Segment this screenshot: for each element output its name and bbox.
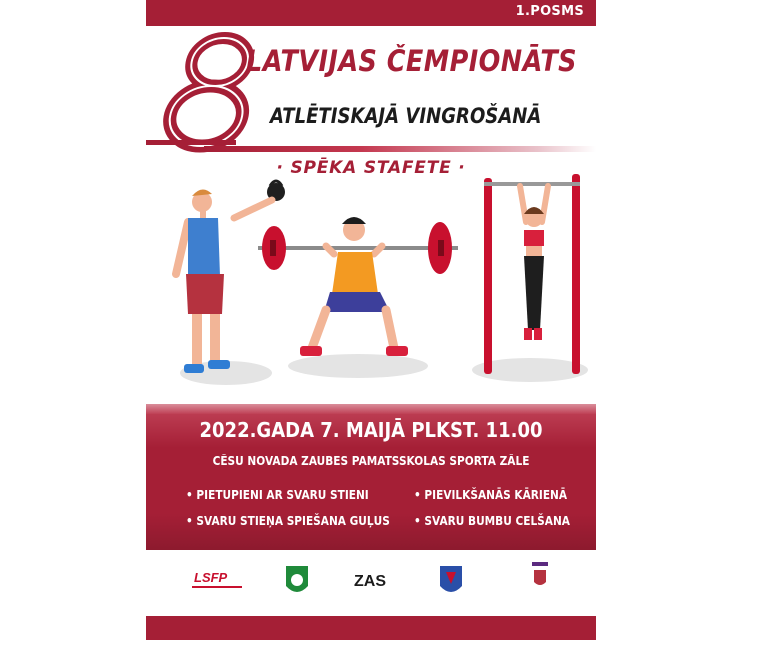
zas-logo xyxy=(354,573,386,590)
discipline-item: • SVARU STIEŅA SPIEŠANA GUĻUS xyxy=(186,514,390,528)
discipline-label: PIEVILKŠANĀS KĀRIENĀ xyxy=(424,488,568,502)
stage-label: 1.POSMS xyxy=(515,4,584,19)
sponsor-logos xyxy=(146,560,596,606)
ministry-logo xyxy=(532,562,548,585)
event-date: 2022.GADA 7. MAIJĀ PLKST. 11.00 xyxy=(199,418,543,442)
bottom-banner xyxy=(146,616,596,640)
lsfp-logo xyxy=(192,570,242,588)
kettlebell-athlete xyxy=(176,181,285,373)
bullet-dot: · xyxy=(276,158,284,178)
subtitle-text: SPĒKA STAFETE xyxy=(290,158,452,178)
discipline-title: ATLĒTISKAJĀ VINGROŠANĀ xyxy=(270,104,542,128)
championship-title: LATVIJAS ČEMPIONĀTS xyxy=(246,44,578,78)
event-poster xyxy=(146,0,596,648)
svg-text:LSFP: LSFP xyxy=(194,570,228,585)
bullet-dot: · xyxy=(458,158,466,178)
lcsfb-shield-logo xyxy=(286,566,308,592)
discipline-item: • PIETUPIENI AR SVARU STIENI xyxy=(186,488,369,502)
coat-of-arms-logo xyxy=(440,566,462,592)
discipline-label: SVARU STIEŅA SPIEŠANA GUĻUS xyxy=(196,514,390,528)
discipline-label: PIETUPIENI AR SVARU STIENI xyxy=(196,488,369,502)
squat-athlete xyxy=(258,217,458,356)
accent-stripe xyxy=(146,140,236,145)
pullup-athlete xyxy=(484,174,580,374)
floor-shadow-middle xyxy=(288,354,428,378)
number-eight-graphic xyxy=(160,26,260,156)
athletes-illustration xyxy=(146,170,596,400)
discipline-label: SVARU BUMBU CELŠANA xyxy=(424,514,570,528)
top-banner xyxy=(146,0,596,26)
discipline-item: • SVARU BUMBU CELŠANA xyxy=(414,514,570,528)
svg-text:ZAS: ZAS xyxy=(354,573,386,590)
discipline-item: • PIEVILKŠANĀS KĀRIENĀ xyxy=(414,488,568,502)
gradient-stripe xyxy=(204,146,596,152)
event-venue: CĒSU NOVADA ZAUBES PAMATSSKOLAS SPORTA ZĀLE xyxy=(212,454,530,468)
